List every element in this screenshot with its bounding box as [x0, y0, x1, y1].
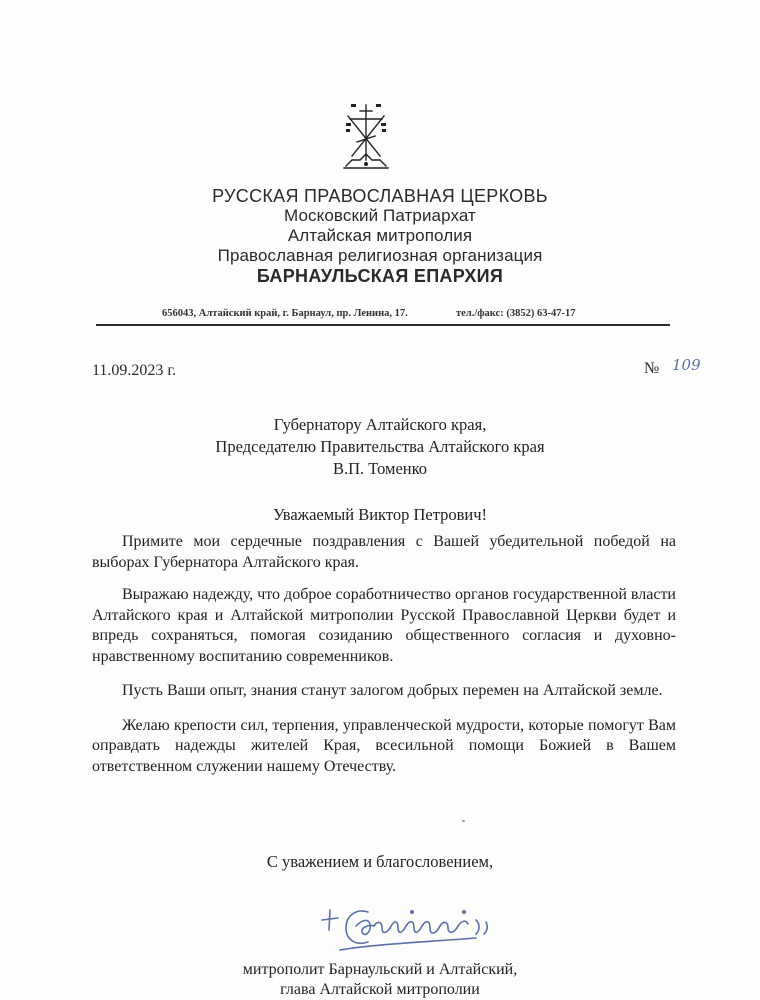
- closing-phrase: С уважением и благословением,: [266, 852, 494, 871]
- letter-body: [92, 532, 676, 791]
- letterhead-contacts: [162, 308, 602, 319]
- letter-number: 109: [672, 356, 701, 374]
- signer-title-line-1: митрополит Барнаульский и Алтайский,: [242, 961, 518, 978]
- handwritten-signature: [316, 898, 506, 960]
- patriarchate-name: Московский Патриархат: [284, 206, 476, 225]
- addressee-line-2: Председателю Правительства Алтайского края: [215, 437, 545, 456]
- letterhead: [0, 186, 760, 286]
- addressee-name: В.П. Томенко: [332, 459, 428, 478]
- metropolis-name: Алтайская митрополия: [287, 226, 473, 245]
- letter-date: 11.09.2023 г.: [92, 362, 177, 379]
- signer-title-line-2: глава Алтайской митрополии: [280, 981, 480, 998]
- eparchy-name: БАРНАУЛЬСКАЯ ЕПАРХИЯ: [256, 266, 504, 286]
- church-name: РУССКАЯ ПРАВОСЛАВНАЯ ЦЕРКОВЬ: [212, 186, 548, 206]
- organization-type: Православная религиозная организация: [217, 246, 543, 265]
- scan-speck: [462, 820, 465, 822]
- number-label: №: [644, 360, 660, 377]
- salutation: Уважаемый Виктор Петрович!: [272, 505, 488, 524]
- body-paragraph-2: Выражаю надежду, что доброе соработничество органов государственной власти Алтайского края и Алтайской митрополии Русской Православной Церкви будет и впредь сохраняться, помогая созиданию общественного согласия и духовно-нравственному воспитанию современников.: [92, 586, 676, 665]
- letterhead-divider: [96, 324, 670, 326]
- postal-address: 656043, Алтайский край, г. Барнаул, пр. Ленина, 17.: [162, 308, 408, 319]
- body-paragraph-1: Примите мои сердечные поздравления с Вашей убедительной победой на выборах Губернатора Алтайского края.: [92, 533, 676, 571]
- addressee-line-1: Губернатору Алтайского края,: [273, 415, 487, 434]
- signer-title: [0, 960, 760, 1000]
- addressee-block: [0, 414, 760, 480]
- body-paragraph-4: Желаю крепости сил, терпения, управленческой мудрости, которые помогут Вам оправдать надежды жителей Края, всесильной помощи Божией в Вашем ответственном служении нашему Отечеству.: [92, 716, 676, 775]
- body-paragraph-3: Пусть Ваши опыт, знания станут залогом добрых перемен на Алтайской земле.: [122, 682, 663, 699]
- orthodox-cross-emblem-icon: [340, 102, 392, 172]
- phone-fax: тел./факс: (3852) 63-47-17: [456, 308, 576, 319]
